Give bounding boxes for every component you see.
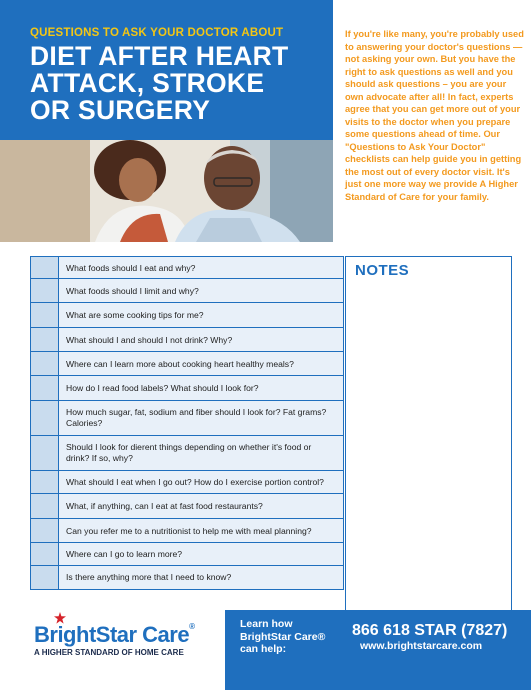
checklist-row [31,543,343,566]
checkbox[interactable] [31,566,59,589]
checklist-row [31,471,343,494]
brightstar-logo [34,622,195,648]
checklist-row [31,279,343,303]
checkbox[interactable] [31,352,59,375]
checklist-row [31,376,343,401]
checklist-row [31,352,343,376]
questions-checklist [30,256,344,590]
checkbox[interactable] [31,471,59,493]
question-text: Where can I learn more about cooking heart healthy meals? [66,359,294,369]
question-text: What should I and should I not drink? Why? [66,335,233,345]
question-text: What, if anything, can I eat at fast food restaurants? [66,501,263,511]
page-title-line-2: ATTACK, STROKE [30,68,265,98]
question-text: Where can I go to learn more? [66,549,183,559]
checkbox[interactable] [31,328,59,351]
checklist-row [31,257,343,279]
header-kicker: QUESTIONS TO ASK YOUR DOCTOR ABOUT [30,27,284,39]
question-text: What should I eat when I go out? How do I exercise portion control? [66,477,324,487]
website-link[interactable]: www.brightstarcare.com [360,640,483,652]
checkbox[interactable] [31,257,59,278]
page-title-line-3: OR SURGERY [30,95,211,125]
logo-registered-mark: ® [189,622,195,631]
photo-illustration [0,140,333,242]
question-text: Can you refer me to a nutritionist to help me with meal planning? [66,526,312,536]
checkbox[interactable] [31,519,59,542]
checkbox[interactable] [31,401,59,435]
intro-paragraph: If you're like many, you're probably used to answering your doctor's questions — not asking your own. But you have the right to ask questions as well and you should ask questions – you are your own advocate after all! In fact, experts agree that you can get more out of your visits to the doctor when you prepare some questions ahead of time. Our "Questions to Ask Your Doctor" checklists can help guide you in getting the most out of every doctor visit. It's just one more way we provide A Higher Standard of Care for your family. [345,29,524,202]
checkbox[interactable] [31,303,59,327]
notes-title: NOTES [355,262,410,279]
learn-how-text [240,618,350,656]
question-text: What are some cooking tips for me? [66,310,204,320]
logo-text: BrightStar Care [34,622,190,647]
checkbox[interactable] [31,376,59,400]
checklist-row [31,401,343,436]
checklist-row [31,566,343,589]
checkbox[interactable] [31,279,59,302]
question-text: What foods should I eat and why? [66,263,196,273]
checkbox[interactable] [31,494,59,518]
checklist-row [31,303,343,328]
doctor-patient-photo [0,140,333,242]
checkbox[interactable] [31,436,59,470]
learn-line-3: can help: [240,643,287,655]
page-title-line-1: DIET AFTER HEART [30,41,289,71]
notes-box[interactable] [345,256,512,610]
phone-number[interactable]: 866 618 STAR (7827) [352,622,508,639]
checklist-row [31,519,343,543]
logo-tagline: A HIGHER STANDARD OF HOME CARE [34,648,184,657]
checkbox[interactable] [31,543,59,565]
checklist-row [31,436,343,471]
question-text: How do I read food labels? What should I look for? [66,383,259,393]
checklist-row [31,328,343,352]
checklist-row [31,494,343,519]
question-text: What foods should I limit and why? [66,286,199,296]
learn-line-1: Learn how [240,618,293,630]
page-title [30,43,330,124]
learn-line-2: BrightStar Care® [240,630,326,643]
question-text: How much sugar, fat, sodium and fiber should I look for? Fat grams? Calories? [66,407,327,428]
question-text: Is there anything more that I need to know? [66,572,232,582]
question-text: Should I look for dierent things depending on whether it's food or drink? If so, why? [66,442,312,463]
